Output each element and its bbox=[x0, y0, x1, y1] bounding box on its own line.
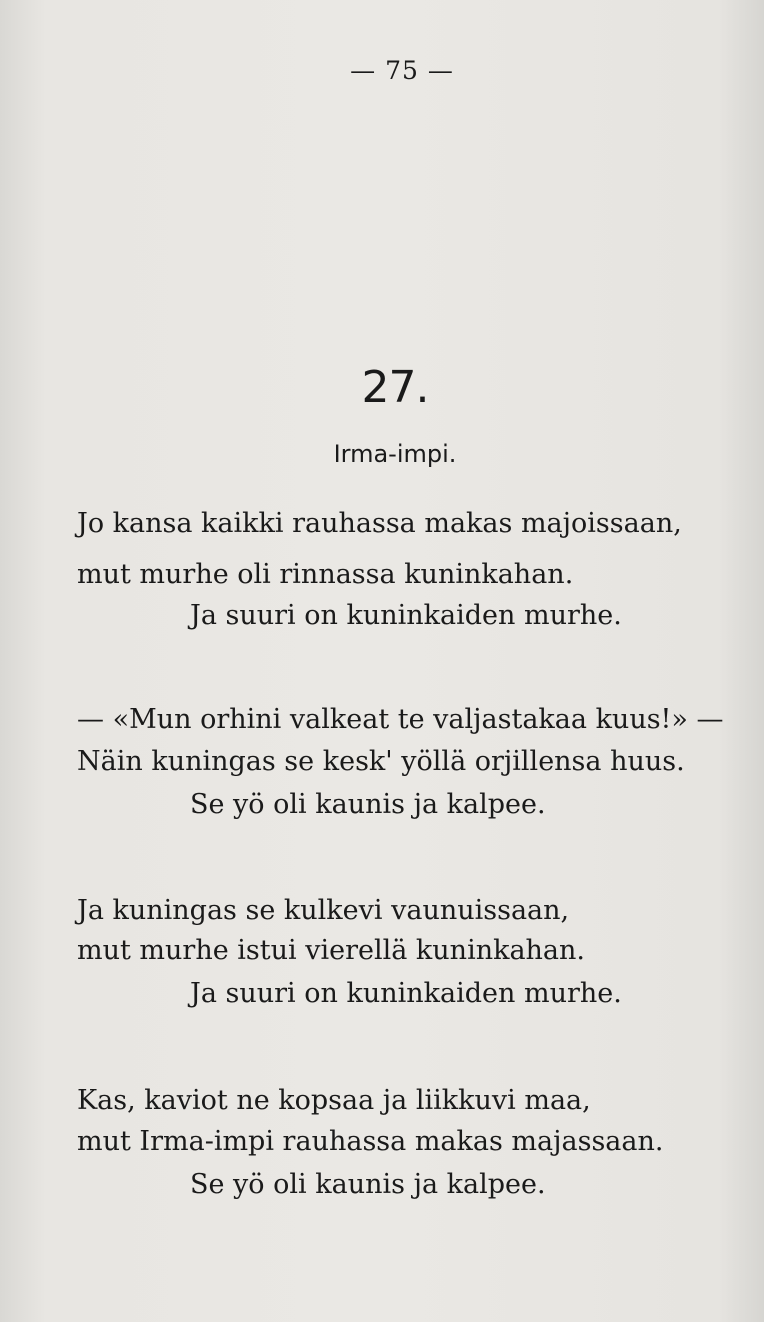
poem-line: Se yö oli kaunis ja kalpee. bbox=[190, 1169, 546, 1200]
poem-number: 27. bbox=[361, 362, 429, 413]
poem-line: Ja suuri on kuninkaiden murhe. bbox=[190, 978, 622, 1009]
poem-line: Kas, kaviot ne kopsaa ja liikkuvi maa, bbox=[77, 1085, 591, 1116]
poem-line: mut murhe oli rinnassa kuninkahan. bbox=[77, 559, 574, 590]
poem-line: Jo kansa kaikki rauhassa makas majoissaan, bbox=[77, 508, 682, 539]
poem-line: Ja suuri on kuninkaiden murhe. bbox=[190, 600, 622, 631]
poem-line: Näin kuningas se kesk' yöllä orjillensa huus. bbox=[77, 746, 685, 777]
page-number: — 75 — bbox=[350, 56, 454, 85]
poem-line: — «Mun orhini valkeat te valjastakaa kuus!» — bbox=[77, 704, 724, 735]
poem-line: mut Irma-impi rauhassa makas majassaan. bbox=[77, 1126, 664, 1157]
poem-line: Ja kuningas se kulkevi vaunuissaan, bbox=[77, 895, 570, 926]
poem-title: Irma-impi. bbox=[333, 440, 457, 468]
poem-line: Se yö oli kaunis ja kalpee. bbox=[190, 789, 546, 820]
poem-line: mut murhe istui vierellä kuninkahan. bbox=[77, 935, 586, 966]
